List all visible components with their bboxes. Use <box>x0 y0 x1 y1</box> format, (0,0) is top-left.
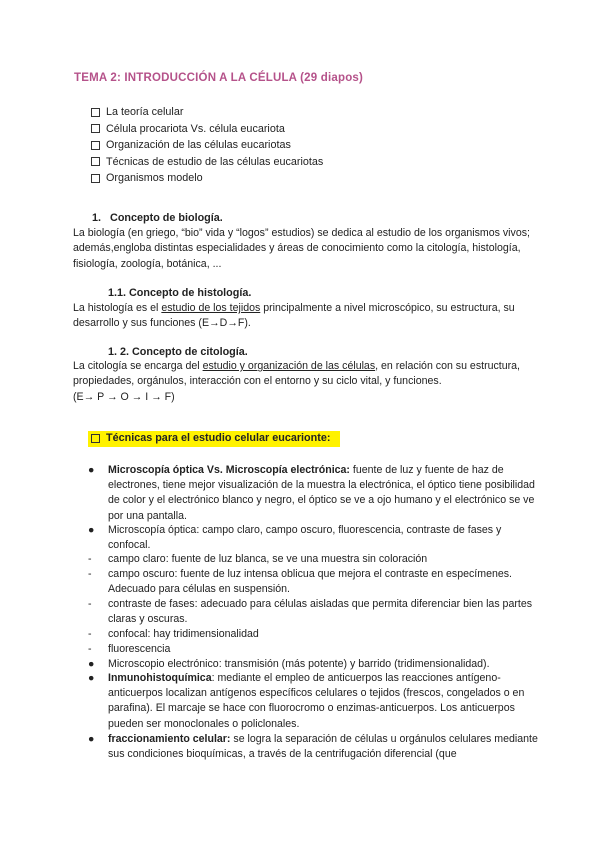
checklist-item: Organismos modelo <box>91 170 323 187</box>
checklist-item: Técnicas de estudio de las células eucariotas <box>91 154 323 171</box>
section-1-heading: 1. Concepto de biología. <box>92 212 223 224</box>
dash-marker: - <box>88 643 92 655</box>
checkbox-icon[interactable] <box>91 174 100 183</box>
dash-marker: - <box>88 628 92 640</box>
section-1-1-heading: 1.1. Concepto de histología. <box>108 287 252 299</box>
list-item: - contraste de fases: adecuado para células aisladas que permita diferenciar bien las partes claras y oscuras. <box>88 598 533 626</box>
bullet-icon: ● <box>88 524 95 536</box>
dash-marker: - <box>88 553 92 565</box>
list-item: - campo oscuro: fuente de luz intensa oblicua que mejora el contraste en especímenes. Adecuado para células en suspensión. <box>88 568 512 596</box>
list-item: ● fraccionamiento celular: se logra la separación de células u orgánulos celulares mediante sus condiciones bioquímicas, a través de la centrifugación diferencial (que <box>88 733 538 761</box>
document-title: TEMA 2: INTRODUCCIÓN A LA CÉLULA (29 diapos) <box>74 72 364 84</box>
section-1-2-heading: 1. 2. Concepto de citología. <box>108 346 248 358</box>
list-item: ● Microscopía óptica: campo claro, campo oscuro, fluorescencia, contraste de fases y confocal. <box>88 524 502 552</box>
bullet-icon: ● <box>88 464 95 476</box>
list-item: ● Inmunohistoquímica: mediante el empleo de anticuerpos las reacciones antígeno-anticuerpos localizan antígenos específicos celulares o tejidos (frescos, congelados o en parafina). El marcaje se hace con fluorocromo o enzimas-anticuerpos. Los anticuerpos pueden ser monoclonales o policlonales. <box>88 672 525 730</box>
checklist-item: Célula procariota Vs. célula eucariota <box>91 121 323 138</box>
section-1-1-paragraph: La histología es el estudio de los tejidos principalmente a nivel microscópico, su estructura, su desarrollo y sus funciones (E→D→F). <box>73 302 515 330</box>
section-1-2-paragraph: La citología se encarga del estudio y organización de las células, en relación con su estructura, propiedades, orgánulos, interacción con el entorno y su ciclo vital, y funciones. (E→ P → O → I → F) <box>73 360 520 403</box>
list-item: ● Microscopio electrónico: transmisión (más potente) y barrido (tridimensionalidad). <box>88 657 540 672</box>
topic-checklist <box>91 104 323 187</box>
techniques-heading: Técnicas para el estudio celular eucarionte: <box>91 432 330 444</box>
checkbox-icon[interactable] <box>91 141 100 150</box>
section-1-paragraph: La biología (en griego, “bio” vida y “logos” estudios) se dedica al estudio de los organismos vivos; además,engloba distintas especialidades y áreas de conocimiento como la citología, histología, fisiología, zoología, botánica, ... <box>73 227 530 270</box>
dash-marker: - <box>88 598 92 610</box>
checkbox-icon[interactable] <box>91 434 100 443</box>
list-item: - confocal: hay tridimensionalidad <box>88 627 540 642</box>
list-item: ● Microscopía óptica Vs. Microscopía electrónica: fuente de luz y fuente de haz de electrones, tiene mejor visualización de la muestra la electrónica, el óptico tiene posibilidad de color y el electrónico blanco y negro, el óptico se ve a ojo humano y el electrónico se ve por una pantalla. <box>88 464 535 522</box>
checkbox-icon[interactable] <box>91 157 100 166</box>
checklist-item: Organización de las células eucariotas <box>91 137 323 154</box>
dash-marker: - <box>88 568 92 580</box>
checkbox-icon[interactable] <box>91 108 100 117</box>
bullet-icon: ● <box>88 672 95 684</box>
list-item: - fluorescencia <box>88 642 540 657</box>
list-item: - campo claro: fuente de luz blanca, se ve una muestra sin coloración <box>88 552 540 567</box>
bullet-icon: ● <box>88 733 95 745</box>
checklist-item: La teoría celular <box>91 104 323 121</box>
checkbox-icon[interactable] <box>91 124 100 133</box>
bullet-icon: ● <box>88 658 95 670</box>
